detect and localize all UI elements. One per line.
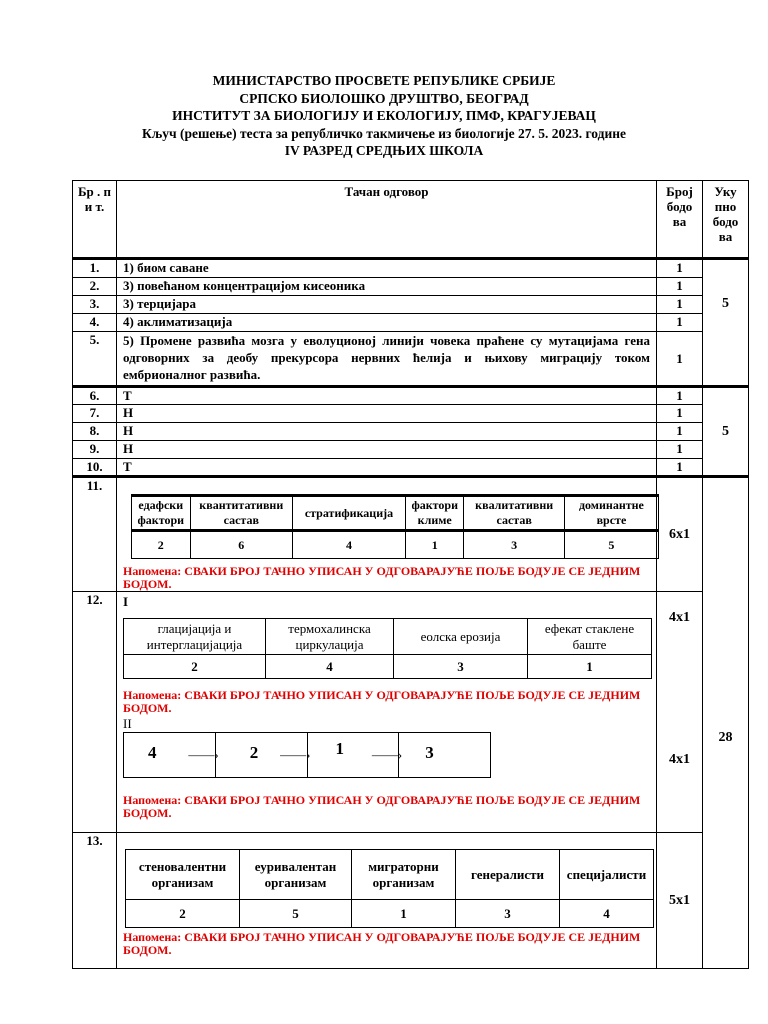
q11-header: фактори климе [405,496,464,531]
answer: Н [117,441,657,459]
table-row [73,278,749,296]
q13-header: миграторни организам [352,850,456,900]
q12-note-1: Напомена: СВАКИ БРОЈ ТАЧНО УПИСАН У ОДГОВАРАЈУЋЕ ПОЉЕ БОДУЈЕ СЕ ЈЕДНИМ БОДОМ. [123,688,641,715]
table-header-row [73,181,749,259]
q11-value: 5 [564,531,658,559]
header-total-points: Уку пно бодо ва [703,181,749,259]
question-13-row [73,833,749,969]
points: 1 [657,441,703,459]
question-number: 6. [73,387,117,405]
header-grade: IV РАЗРЕД СРЕДЊИХ ШКОЛА [284,143,484,158]
answer: Н [117,423,657,441]
answer: Т [117,459,657,477]
q12-header: термохалинска циркулација [266,619,394,655]
question-number: 12. [73,592,117,833]
answer: 3) терцијара [117,296,657,314]
question-number: 2. [73,278,117,296]
points: 1 [657,332,703,387]
question-number: 5. [73,332,117,387]
header-ministry: МИНИСТАРСТВО ПРОСВЕТЕ РЕПУБЛИКЕ СРБИЈЕ [212,73,556,88]
question-number: 11. [73,477,117,592]
q13-value: 2 [126,900,240,928]
q11-header: квантитативни састав [190,496,292,531]
q13-value: 4 [560,900,654,928]
points: 1 [657,296,703,314]
answer-key-table [72,180,749,969]
points: 1 [657,387,703,405]
q11-value: 6 [190,531,292,559]
header-question-number: Бр . пи т. [73,181,117,259]
q11-value: 2 [132,531,191,559]
q12-value: 4 [266,655,394,679]
q12-value: 1 [528,655,652,679]
answer: 5) Промене развића мозга у еволуционој линији човека праћене су мутацијама гена одговорних за деобу прекурсора нервних ћелија и њихову миграцију током ембрионалног развића. [117,332,657,387]
q12-header: глацијација и интерглацијација [124,619,266,655]
sequence-cell: 1 ——› [307,733,399,778]
table-row [73,296,749,314]
points: 1 [657,405,703,423]
q12-part2-label: II [123,716,132,731]
points: 1 [657,314,703,332]
question-number: 10. [73,459,117,477]
table-row [73,441,749,459]
header-correct-answer: Тачан одговор [117,181,657,259]
q12-sequence [123,732,491,778]
question-number: 8. [73,423,117,441]
points: 1 [657,423,703,441]
points: 1 [657,259,703,278]
q11-note: Напомена: СВАКИ БРОЈ ТАЧНО УПИСАН У ОДГОВАРАЈУЋЕ ПОЉЕ БОДУЈЕ СЕ ЈЕДНИМ БОДОМ. [123,564,641,591]
q13-header: стеновалентни организам [126,850,240,900]
question-11-content [117,477,657,592]
sequence-value: 3 [425,743,434,762]
question-13-table [125,849,654,928]
answer: Т [117,387,657,405]
question-number: 4. [73,314,117,332]
question-number: 7. [73,405,117,423]
answer: Н [117,405,657,423]
q13-value: 1 [352,900,456,928]
answer: 3) повећаном концентрацијом кисеоника [117,278,657,296]
question-12-row [73,592,749,833]
q11-header: доминантне врсте [564,496,658,531]
q11-header: стратификација [293,496,406,531]
table-row [73,459,749,477]
total-points-6-10: 5 [703,387,749,477]
q12-note-2: Напомена: СВАКИ БРОЈ ТАЧНО УПИСАН У ОДГОВАРАЈУЋЕ ПОЉЕ БОДУЈЕ СЕ ЈЕДНИМ БОДОМ. [123,793,641,820]
q13-note: Напомена: СВАКИ БРОЈ ТАЧНО УПИСАН У ОДГОВАРАЈУЋЕ ПОЉЕ БОДУЈЕ СЕ ЈЕДНИМ БОДОМ. [123,930,641,957]
answer: 1) биом саване [117,259,657,278]
q12-header: еолска ерозија [394,619,528,655]
header-institute: ИНСТИТУТ ЗА БИОЛОГИЈУ И ЕКОЛОГИЈУ, ПМФ, КРАГУЈЕВАЦ [172,108,596,123]
total-points-11-13: 28 [703,477,749,969]
q11-value: 1 [405,531,464,559]
q11-header: квалитативни састав [464,496,564,531]
question-number: 9. [73,441,117,459]
table-row [73,314,749,332]
table-row [73,387,749,405]
sequence-cell: 2 ——› [215,733,307,778]
q13-value: 3 [456,900,560,928]
table-row [73,259,749,278]
question-number: 13. [73,833,117,969]
document-header [0,72,768,160]
q11-points: 6x1 [657,477,703,592]
q12-value: 3 [394,655,528,679]
sequence-value: 4 [148,743,157,762]
q13-header: специјалисти [560,850,654,900]
points: 1 [657,278,703,296]
question-11-table [131,494,659,559]
q12-points-2: 4x1 [669,752,690,767]
question-12-table [123,618,652,679]
sequence-cell [399,733,491,778]
q12-header: ефекат стаклене баште [528,619,652,655]
q11-header: едафски фактори [132,496,191,531]
header-points: Број бодо ва [657,181,703,259]
header-society: СРПСКО БИОЛОШКО ДРУШТВО, БЕОГРАД [239,90,529,106]
total-points-1-5: 5 [703,259,749,387]
question-number: 1. [73,259,117,278]
q13-points: 5x1 [657,833,703,969]
q12-points-1: 4x1 [669,610,690,625]
question-number: 3. [73,296,117,314]
sequence-cell: 4 ——› [124,733,216,778]
q13-header: еуривалентан организам [240,850,352,900]
table-row [73,423,749,441]
question-11-row [73,477,749,592]
q13-header: генералисти [456,850,560,900]
q11-value: 3 [464,531,564,559]
points: 1 [657,459,703,477]
answer: 4) аклиматизација [117,314,657,332]
table-row [73,405,749,423]
table-row [73,332,749,387]
question-12-content [117,592,657,833]
q12-value: 2 [124,655,266,679]
q11-value: 4 [293,531,406,559]
q13-value: 5 [240,900,352,928]
sequence-value: 1 [335,739,344,758]
q12-points-cell [657,592,703,833]
q12-part1-label: I [123,594,129,609]
sequence-value: 2 [249,743,259,762]
question-13-content [117,833,657,969]
header-test-title: Кључ (решење) теста за републичко такмичење из биологије 27. 5. 2023. године [141,125,627,141]
